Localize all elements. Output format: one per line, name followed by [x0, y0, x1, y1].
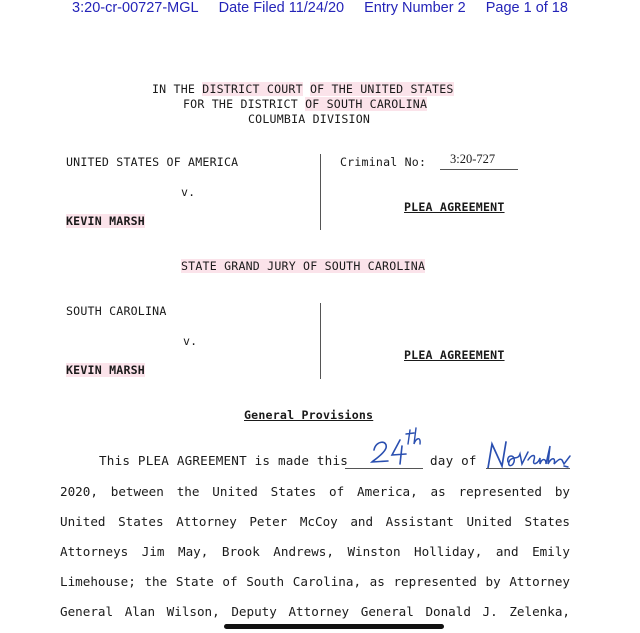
body-line-1a: This PLEA AGREEMENT is made this [99, 453, 349, 468]
case1-doc-title: PLEA AGREEMENT [404, 200, 505, 214]
court-text: IN THE [152, 82, 203, 96]
month-blank-line [486, 468, 570, 469]
court-line-1 [152, 82, 454, 96]
body-line-1b: day of [430, 453, 477, 468]
court-text: FOR THE DISTRICT [183, 97, 306, 111]
criminal-number-label: Criminal No: [340, 155, 427, 169]
criminal-number-underline [440, 169, 518, 170]
handwritten-month-ink [484, 438, 574, 472]
body-line-4: Attorneys Jim May, Brook Andrews, Winston Holliday, and Emily [60, 544, 570, 559]
section-title: General Provisions [244, 408, 374, 422]
body-line-6: General Alan Wilson, Deputy Attorney General Donald J. Zelenka, [60, 604, 570, 619]
case2-plaintiff: SOUTH CAROLINA [66, 304, 167, 318]
caption-divider [320, 303, 321, 379]
criminal-number-value: 3:20-727 [450, 152, 496, 166]
body-line-2: 2020, between the United States of America, as represented by [60, 484, 570, 499]
body-line-3: United States Attorney Peter McCoy and Assistant United States [60, 514, 570, 529]
case2-defendant: KEVIN MARSH [66, 363, 145, 377]
document-header [0, 0, 640, 18]
court-text: OF THE UNITED STATES [309, 82, 454, 96]
case2-doc-title: PLEA AGREEMENT [404, 348, 505, 362]
case1-defendant: KEVIN MARSH [66, 214, 145, 228]
case2-versus: v. [183, 334, 198, 348]
case1-plaintiff: UNITED STATES OF AMERICA [66, 155, 239, 169]
handwritten-day-ink [366, 424, 426, 466]
case1-versus: v. [181, 185, 196, 199]
body-line-5: Limehouse; the State of South Carolina, as represented by Attorney [60, 574, 570, 589]
case-number: 3:20-cr-00727-MGL [72, 0, 199, 16]
handwritten-day [366, 424, 426, 466]
court-text: OF SOUTH CAROLINA [305, 97, 428, 111]
court-text [303, 82, 310, 96]
home-indicator[interactable] [224, 624, 444, 629]
court-line-2 [183, 97, 427, 111]
caption-divider [320, 154, 321, 230]
entry-number: Entry Number 2 [364, 0, 466, 16]
grand-jury-heading: STATE GRAND JURY OF SOUTH CAROLINA [181, 259, 426, 273]
date-filed: Date Filed 11/24/20 [218, 0, 345, 16]
court-line-3: COLUMBIA DIVISION [248, 112, 371, 126]
day-blank-line [345, 468, 423, 469]
handwritten-month [484, 438, 574, 472]
page-indicator: Page 1 of 18 [485, 0, 568, 16]
court-text: DISTRICT COURT [202, 82, 303, 96]
